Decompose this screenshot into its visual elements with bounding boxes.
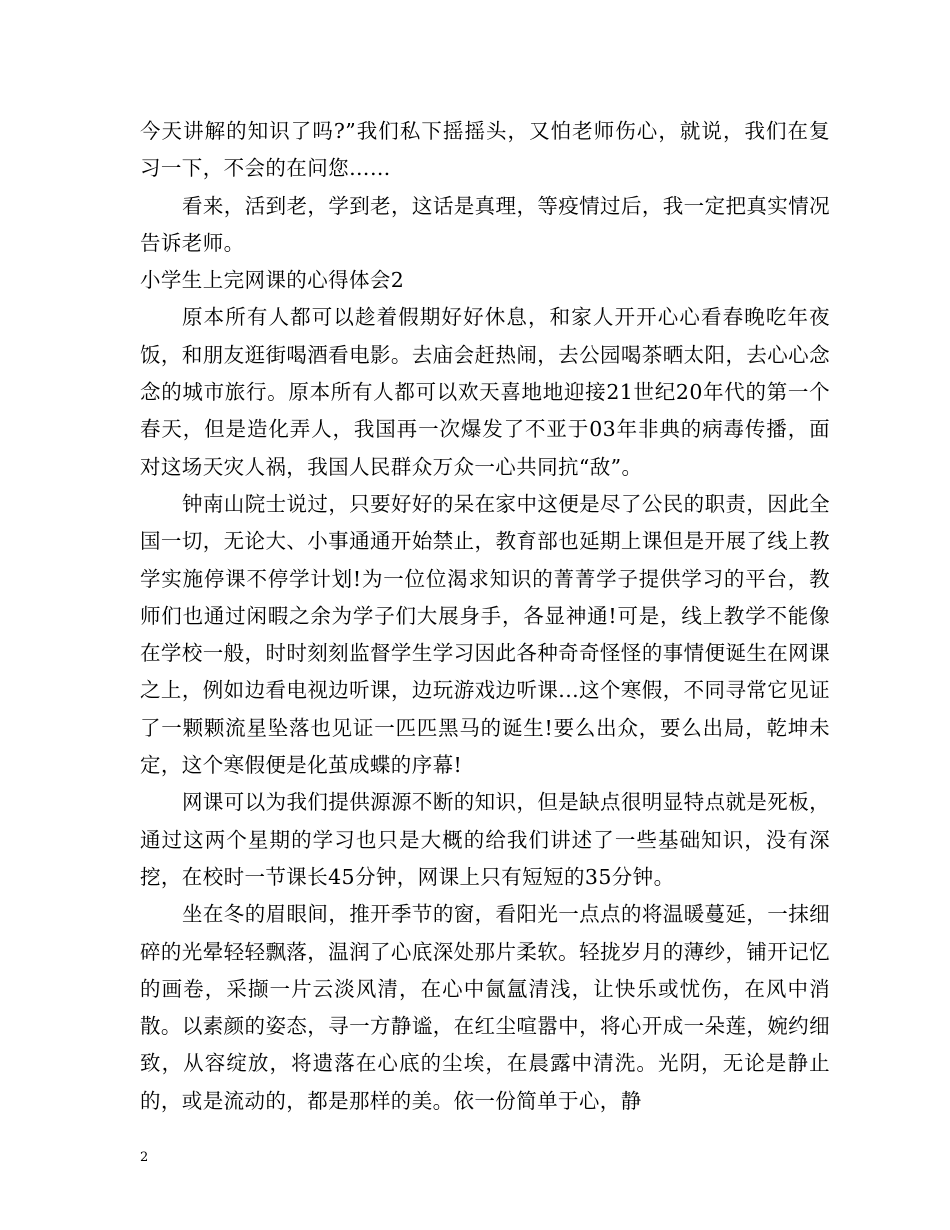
paragraph: 钟南山院士说过，只要好好的呆在家中这便是尽了公民的职责，因此全国一切，无论大、小事通通开始禁止，教育部也延期上课但是开展了线上教学实施停课不停学计划!为一位位渴求知识的菁菁学子提供学习的平台，教师们也通过闲暇之余为学子们大展身手，各显神通!可是，线上教学不能像在学校一般，时时刻刻监督学生学习因此各种奇奇怪怪的事情便诞生在网课之上，例如边看电视边听课，边玩游戏边听课...这个寒假，不同寻常它见证了一颗颗流星坠落也见证一匹匹黑马的诞生!要么出众，要么出局，乾坤未定，这个寒假便是化茧成蝶的序幕! (140, 491, 830, 778)
section-heading: 小学生上完网课的心得体会2 (140, 268, 405, 293)
paragraph: 原本所有人都可以趁着假期好好休息，和家人开开心心看春晚吃年夜饭，和朋友逛街喝酒看电影。去庙会赶热闹，去公园喝茶晒太阳，去心心念念的城市旅行。原本所有人都可以欢天喜地地迎接21世纪20年代的第一个春天，但是造化弄人，我国再一次爆发了不亚于03年非典的病毒传播，面对这场天灾人祸，我国人民群众万众一心共同抗“敌”。 (140, 305, 830, 479)
paragraph: 坐在冬的眉眼间，推开季节的窗，看阳光一点点的将温暖蔓延，一抹细碎的光晕轻轻飘落，温润了心底深处那片柔软。轻拢岁月的薄纱，铺开记忆的画卷，采撷一片云淡风清，在心中氤氲清浅，让快乐或忧伤，在风中消散。以素颜的姿态，寻一方静谧，在红尘喧嚣中，将心开成一朵莲，婉约细致，从容绽放，将遗落在心底的尘埃，在晨露中清洗。光阴，无论是静止的，或是流动的，都是那样的美。依一份简单于心，静 (140, 902, 830, 1113)
paragraph: 网课可以为我们提供源源不断的知识，但是缺点很明显特点就是死板，通过这两个星期的学习也只是大概的给我们讲述了一些基础知识，没有深挖，在校时一节课长45分钟，网课上只有短短的35分钟。 (140, 790, 830, 889)
page-number: 2 (140, 1150, 149, 1165)
paragraph-continuation: 今天讲解的知识了吗?”我们私下摇摇头，又怕老师伤心，就说，我们在复习一下，不会的在问您…… (140, 119, 830, 181)
page-body (140, 113, 830, 1120)
paragraph: 看来，活到老，学到老，这话是真理，等疫情过后，我一定把真实情况告诉老师。 (140, 193, 830, 255)
